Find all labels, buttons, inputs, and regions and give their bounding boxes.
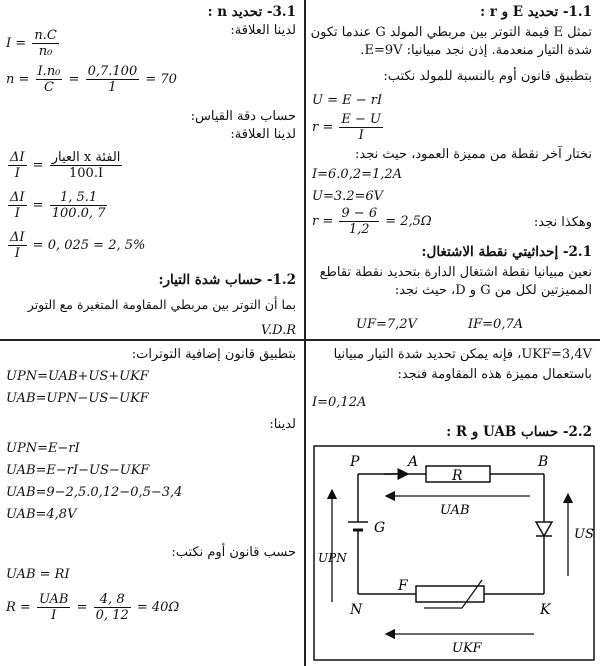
q11-eq-3: I=6.0,2=1,2A — [312, 167, 403, 182]
q12-heading: 1.2- حساب شدة التيار: — [158, 272, 296, 288]
ukf-label: UKF — [452, 641, 482, 656]
q31-eq-5 — [6, 230, 145, 261]
node-n-label: N — [350, 602, 363, 618]
lb-eq-2: UAB=UPN−US−UKF — [6, 391, 149, 406]
resistor-r-label: R — [452, 468, 463, 484]
node-f-label: F — [398, 578, 408, 594]
q31-eq-2-num: I.n₀ — [37, 64, 61, 79]
q11-eq-2 — [312, 112, 385, 143]
q11-point-text: نختار آخر نقطة من مميزة العمود، حيث نجد: — [355, 147, 592, 162]
q31-eq-3-den: 100.I — [69, 166, 104, 181]
q21-uf: UF=7,2V — [356, 317, 417, 332]
q31-eq-4-num: 1, 5.1 — [50, 190, 108, 206]
q31-eq-2 — [6, 64, 177, 95]
q31-relation-text: لدينا العلاقة: — [230, 23, 296, 38]
q21-heading: 2.1- إحداثيتي نقطة الاشتغال: — [421, 244, 592, 260]
q12-line-1: بما أن التوتر بين مربطي المقاومة المتغيرة مع التوتر — [27, 297, 296, 312]
q11-eq-5-frac — [339, 206, 379, 237]
lb-eq-8-frac — [37, 592, 71, 623]
node-k-label: K — [540, 602, 551, 618]
lb-eq-7: UAB = RI — [6, 567, 70, 582]
q31-eq-5-right: = 0, 025 = 2, 5% — [32, 238, 146, 253]
lb-have-text: لدينا: — [269, 417, 296, 432]
circuit-diagram — [312, 444, 596, 664]
q12b-result: I=0,12A — [312, 395, 367, 410]
q31-eq-2-frac-2 — [86, 64, 140, 95]
uab-label: UAB — [440, 503, 470, 518]
q31-eq-3-lhs — [8, 150, 27, 181]
lb-eq-8-right: = 40Ω — [136, 600, 180, 615]
q11-eq-2-num: E − U — [341, 112, 381, 127]
lb-eq-8-num: UAB — [38, 592, 69, 607]
q11-intro-2: شدة التيار منعدمة. إذن نجد مبيانيا: E=9V. — [360, 43, 592, 58]
q31-eq-3-lhs-den: I — [14, 166, 20, 181]
q31-eq-1-frac — [32, 28, 58, 59]
lb-eq-5: UAB=9−2,5.0,12−0,5−3,4 — [6, 485, 183, 500]
q11-eq-2-den: I — [358, 128, 364, 143]
q12b-line-1: UKF=3,4V، فإنه يمكن تحديد شدة التيار مبيانيا — [333, 347, 592, 362]
q11-eq-2-frac — [339, 112, 383, 143]
q11-eq-5-left: r = — [312, 214, 334, 229]
lb-eq-8-den: I — [51, 608, 57, 623]
q31-eq-4-frac — [50, 190, 108, 221]
q31-eq-3-lhs-num: ΔI — [10, 150, 25, 165]
lb-eq-8-mid: = — [76, 600, 88, 615]
q21-line-2: المميزتين لكل من G و D، حيث نجد: — [394, 283, 592, 298]
q11-eq-4: U=3.2=6V — [312, 189, 384, 204]
q12b-line-2: باستعمال مميزة هذه المقاومة فنجد: — [397, 367, 592, 382]
q31-eq-3-frac — [50, 150, 123, 181]
node-b-label: B — [538, 454, 549, 470]
q31-relation-text-2: لدينا العلاقة: — [230, 127, 296, 142]
q31-eq-1-den: n₀ — [38, 44, 53, 59]
q31-eq-5-lhs: $\frac{\Delta I}{I}$ — [10, 230, 25, 261]
q31-eq-1-num: n.C — [34, 28, 57, 43]
q31-eq-3-equals: = — [32, 158, 44, 173]
q31-eq-3-num: العيار x الفئة — [51, 150, 121, 165]
q21-line-1: نعين مبيانيا نقطة اشتغال الدارة بتحديد نقطة تقاطع — [319, 265, 592, 280]
q11-eq-5-den: 1,2 — [348, 222, 370, 237]
lb-eq-8-den-2: 0, 12 — [95, 608, 129, 623]
q31-eq-2-den-2: 1 — [108, 80, 117, 95]
q12-vdr: V.D.R — [260, 323, 296, 338]
upn-label: UPN — [318, 551, 347, 565]
q11-eq-5 — [312, 206, 432, 237]
q11-intro-1: تمثل E قيمة التوتر بين مربطي المولد G عندما تكون — [310, 25, 592, 40]
node-a-label: A — [408, 454, 419, 470]
q11-ohm-text: بتطبيق قانون أوم بالنسبة للمولد نكتب: — [383, 69, 592, 84]
q11-eq-5-num: 9 − 6 — [341, 206, 378, 221]
q11-eq-1: U = E − rI — [312, 93, 383, 108]
q31-eq-2-mid: = — [68, 72, 80, 87]
lb-ohm-text: حسب قانون أوم نكتب: — [171, 545, 296, 560]
us-label: US — [574, 527, 594, 542]
q31-eq-2-left: n = — [6, 72, 30, 87]
q21-if: IF=0,7A — [468, 317, 524, 332]
node-p-label: P — [350, 454, 360, 470]
lb-eq-1: UPN=UAB+US+UKF — [6, 369, 149, 384]
q31-eq-4: $\frac{\Delta I}{I}$ = $\frac{1, 5.1}{100.0, 7}$ — [10, 190, 106, 221]
q11-find-text: وهكذا نجد: — [533, 215, 592, 230]
q31-eq-2-frac — [36, 64, 63, 95]
column-divider — [304, 0, 306, 666]
q31-eq-3 — [6, 150, 124, 181]
diode-symbol — [536, 522, 552, 536]
q11-eq-2-left: r = — [312, 120, 334, 135]
lb-eq-3: UPN=E−rI — [6, 441, 80, 456]
q31-eq-2-right: = 70 — [145, 72, 177, 87]
q11-eq-5-right: = 2,5Ω — [385, 214, 432, 229]
q31-eq-2-den: C — [44, 80, 54, 95]
q11-heading: 1.1- تحديد E و r : — [480, 4, 592, 20]
lb-eq-8 — [6, 592, 179, 623]
lb-eq-8-frac-2 — [94, 592, 131, 623]
q31-eq-4-lhs: $\frac{\Delta I}{I}$ — [10, 190, 25, 221]
row-divider — [0, 339, 600, 341]
q31-eq-1-left: I = — [6, 36, 27, 51]
lb-eq-8-left: R = — [6, 600, 31, 615]
q31-eq-4-den: 100.0, 7 — [51, 206, 106, 221]
q31-precision-text: حساب دقة القياس: — [190, 109, 296, 124]
q31-eq-2-num-2: 0,7.100 — [87, 64, 138, 79]
lb-eq-6: UAB=4,8V — [6, 507, 77, 522]
lb-eq-4: UAB=E−rI−US−UKF — [6, 463, 150, 478]
generator-g-label: G — [374, 520, 386, 536]
q31-eq-1 — [6, 28, 61, 59]
q31-heading: 3.1- تحديد n : — [207, 4, 296, 20]
lb-eq-8-num-2: 4, 8 — [94, 592, 131, 608]
lb-add-text: بتطبيق قانون إضافية التوترات: — [131, 347, 296, 362]
q22-heading: 2.2- حساب UAB و R : — [446, 424, 592, 440]
varistor — [416, 586, 484, 602]
